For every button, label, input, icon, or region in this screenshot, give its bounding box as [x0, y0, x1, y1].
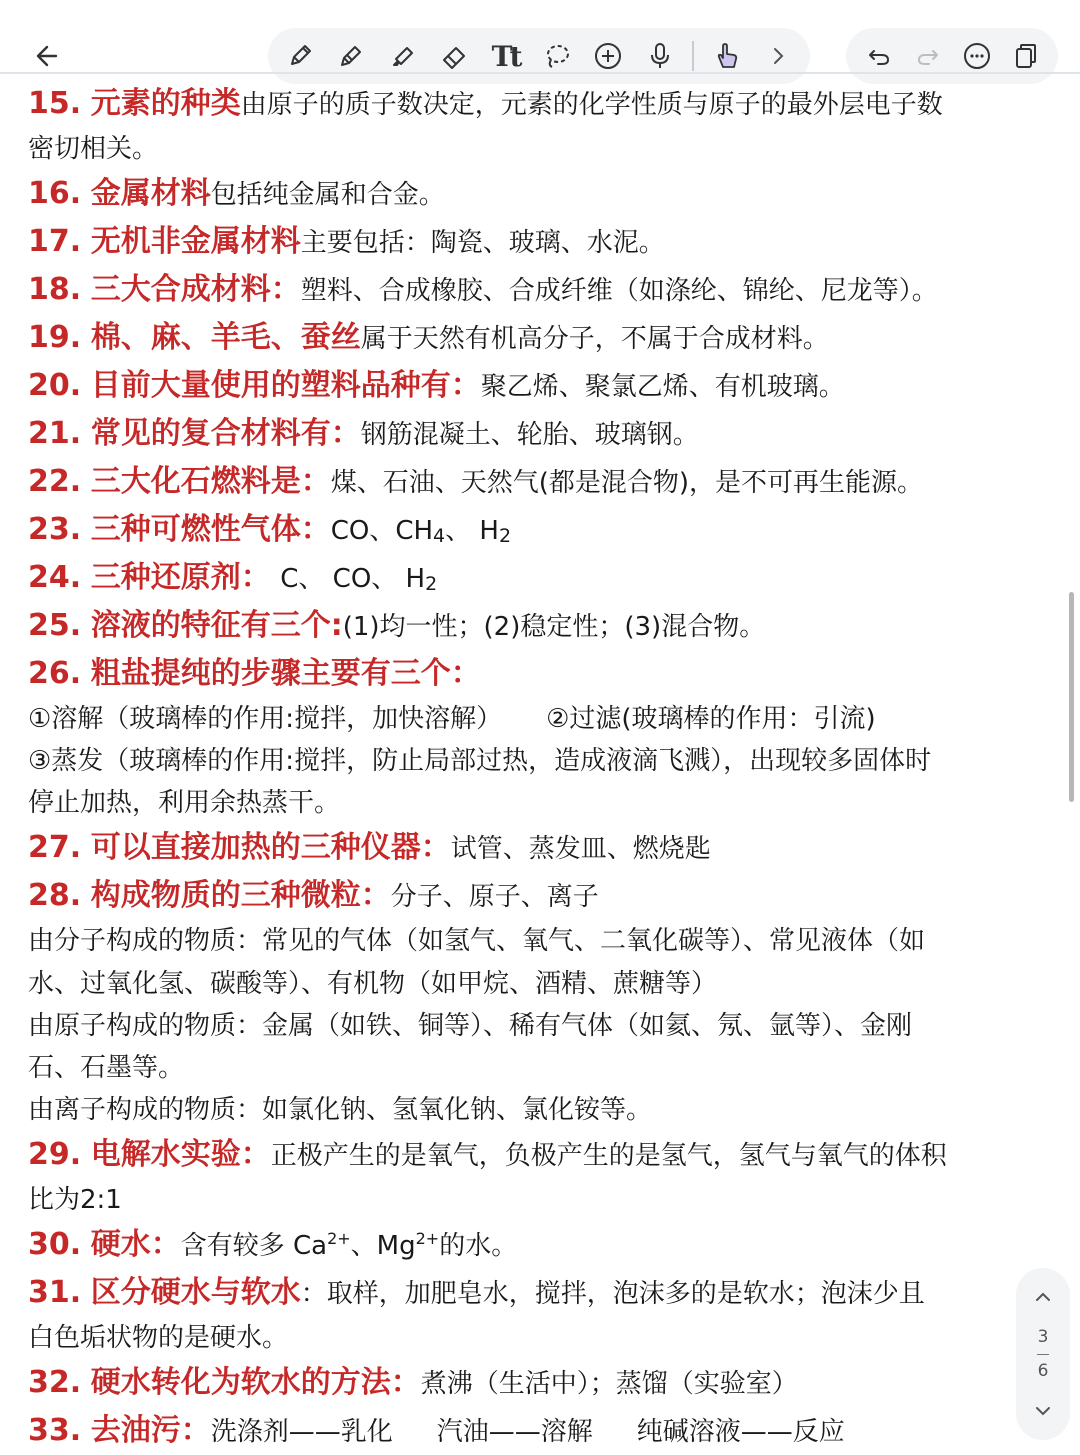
- page-navigator: [1016, 1268, 1070, 1440]
- pen-tool-button[interactable]: [281, 37, 319, 75]
- toolbar-divider: [692, 41, 694, 71]
- note-item-23: 23. 三种可燃性气体：CO、CH4、 H2: [28, 512, 512, 548]
- note-page: [28, 80, 1043, 1455]
- touch-mode-button[interactable]: [708, 37, 746, 75]
- text-tool-icon: Tt: [491, 39, 520, 73]
- highlighter-tool-button[interactable]: [384, 37, 422, 75]
- text-tool-button[interactable]: [487, 37, 525, 75]
- chevron-down-icon: [1032, 1400, 1054, 1422]
- note-item-33: 33. 去油污：洗涤剂——乳化 汽油——溶解 纯碱溶液——反应: [28, 1413, 845, 1449]
- note-item-26-step-3: ③蒸发（玻璃棒的作用:搅拌，防止局部过热，造成液滴飞溅），出现较多固体时: [28, 746, 932, 777]
- toolbar-separator: [0, 72, 1080, 74]
- pen-icon: [285, 41, 315, 71]
- eraser-icon: [439, 41, 469, 71]
- note-item-28: 28. 构成物质的三种微粒：分子、原子、离子: [28, 878, 599, 914]
- note-item-28-line-2: 水、过氧化氢、碳酸等）、有机物（如甲烷、酒精、蔗糖等）: [28, 968, 718, 999]
- note-item-16: 16. 金属材料包括纯金属和合金。: [28, 176, 445, 212]
- note-item-25: 25. 溶液的特征有三个:(1)均一性；(2)稳定性；(3)混合物。: [28, 608, 766, 644]
- hand-pointer-icon: [712, 41, 742, 71]
- eraser-tool-button[interactable]: [435, 37, 473, 75]
- more-tools-button[interactable]: [759, 37, 797, 75]
- top-toolbar: [0, 0, 1080, 74]
- undo-icon: [864, 41, 894, 71]
- chevron-right-icon: [763, 41, 793, 71]
- note-item-31-cont: 白色垢状物的是硬水。: [28, 1323, 289, 1354]
- previous-page-button[interactable]: [1026, 1280, 1060, 1314]
- note-item-26-step-3-cont: 停止加热，利用余热蒸干。: [28, 788, 341, 819]
- note-item-28-line-1: 由分子构成的物质：常见的气体（如氢气、氧气、二氧化碳等）、常见液体（如: [28, 926, 926, 957]
- scrollbar[interactable]: [1069, 592, 1074, 802]
- note-item-22: 22. 三大化石燃料是：煤、石油、天然气(都是混合物)，是不可再生能源。: [28, 464, 923, 500]
- note-item-30: 30. 硬水：含有较多 $Ca^{2+}$、$Mg^{2+}$的水。: [28, 1227, 518, 1263]
- add-button[interactable]: [589, 37, 627, 75]
- note-item-26: 26. 粗盐提纯的步骤主要有三个：: [28, 656, 481, 692]
- current-page: 3: [1037, 1326, 1049, 1347]
- note-item-32: 32. 硬水转化为软水的方法：煮沸（生活中）；蒸馏（实验室）: [28, 1365, 798, 1401]
- chevron-up-icon: [1032, 1286, 1054, 1308]
- drawing-tools-bar: [268, 28, 810, 84]
- next-page-button[interactable]: [1026, 1394, 1060, 1428]
- note-item-15: 15. 元素的种类由原子的质子数决定，元素的化学性质与原子的最外层电子数: [28, 86, 943, 121]
- pages-button[interactable]: [1007, 37, 1045, 75]
- add-icon: [593, 41, 623, 71]
- more-button[interactable]: [958, 37, 996, 75]
- note-item-15-cont: 密切相关。: [28, 134, 159, 164]
- pencil-icon: [336, 41, 366, 71]
- pencil-tool-button[interactable]: [332, 37, 370, 75]
- redo-icon: [913, 41, 943, 71]
- more-icon: [962, 41, 992, 71]
- note-item-29-cont: 比为2:1: [28, 1184, 122, 1215]
- page-divider: [1037, 1354, 1049, 1355]
- note-item-28-line-4: 石、石墨等。: [28, 1052, 185, 1083]
- note-item-26-step-1-2: ①溶解（玻璃棒的作用:搅拌，加快溶解） ②过滤(玻璃棒的作用：引流): [28, 704, 876, 735]
- note-item-17: 17. 无机非金属材料主要包括：陶瓷、玻璃、水泥。: [28, 224, 665, 260]
- pages-icon: [1011, 41, 1041, 71]
- total-pages: 6: [1037, 1360, 1049, 1381]
- note-item-28-line-5: 由离子构成的物质：如氯化钠、氢氧化钠、氯化铵等。: [28, 1094, 653, 1125]
- note-item-31: 31. 区分硬水与软水：取样，加肥皂水，搅拌，泡沫多的是软水；泡沫少且: [28, 1275, 925, 1311]
- note-item-27: 27. 可以直接加热的三种仪器：试管、蒸发皿、燃烧匙: [28, 830, 711, 866]
- note-item-24: 24. 三种还原剂： C、 CO、 H2: [28, 560, 438, 596]
- note-item-29: 29. 电解水实验：正极产生的是氧气，负极产生的是氢气，氢气与氧气的体积: [28, 1136, 947, 1172]
- highlighter-icon: [388, 41, 418, 71]
- back-icon: [30, 42, 58, 70]
- undo-button[interactable]: [860, 37, 898, 75]
- note-item-21: 21. 常见的复合材料有：钢筋混凝土、轮胎、玻璃钢。: [28, 416, 699, 452]
- redo-button[interactable]: [909, 37, 947, 75]
- microphone-icon: [645, 41, 675, 71]
- note-item-19: 19. 棉、麻、羊毛、蚕丝属于天然有机高分子，不属于合成材料。: [28, 320, 829, 356]
- microphone-button[interactable]: [641, 37, 679, 75]
- lasso-icon: [542, 41, 572, 71]
- note-item-20: 20. 目前大量使用的塑料品种有：聚乙烯、聚氯乙烯、有机玻璃。: [28, 368, 845, 404]
- note-item-28-line-3: 由原子构成的物质：金属（如铁、铜等）、稀有气体（如氦、氖、氩等）、金刚: [28, 1010, 913, 1041]
- lasso-tool-button[interactable]: [538, 37, 576, 75]
- note-item-18: 18. 三大合成材料：塑料、合成橡胶、合成纤维（如涤纶、锦纶、尼龙等）。: [28, 272, 938, 308]
- document-actions-bar: [846, 28, 1058, 84]
- page-indicator: [1037, 1326, 1049, 1381]
